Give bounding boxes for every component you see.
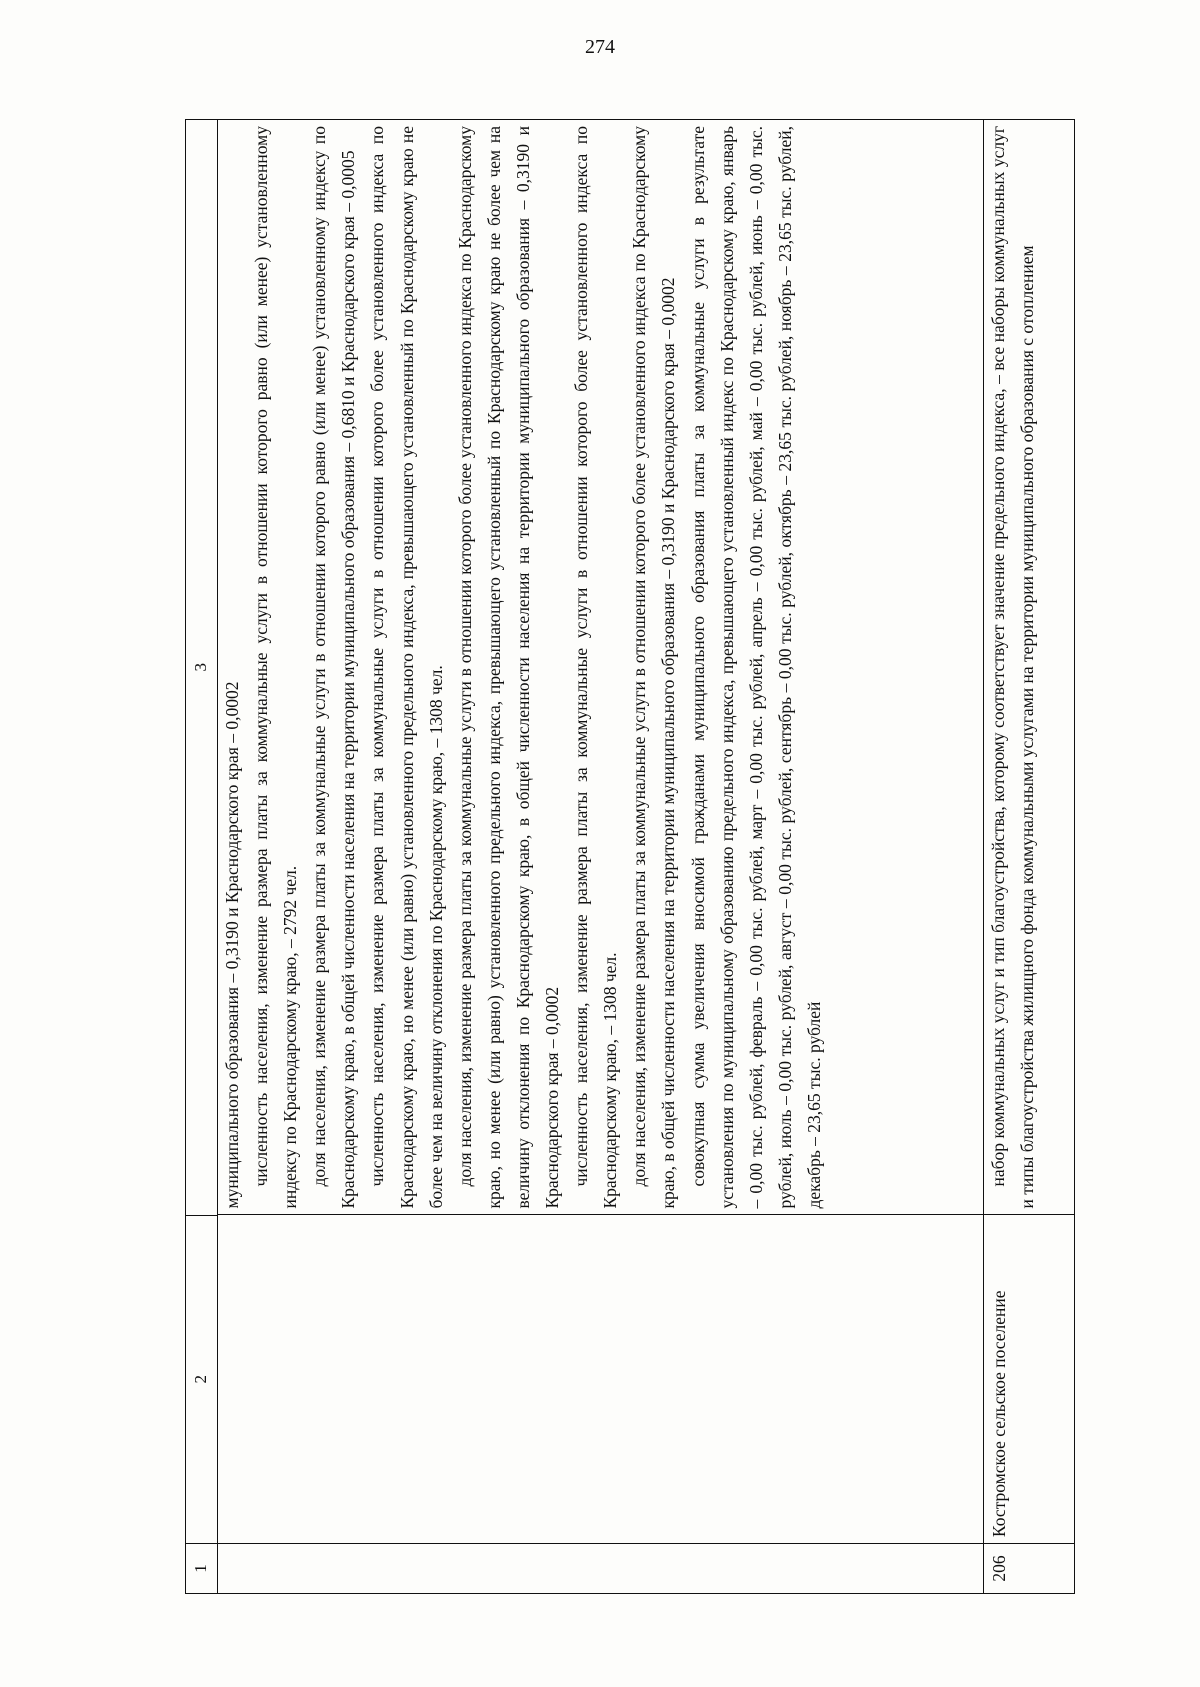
description-paragraph: доля населения, изменение размера платы за коммунальные услуги в отношении которого равно (или менее) установленному индексу по Краснодарскому краю, в общей численности населения на территории муниципального образования – 0,6810 и Краснодарского края – 0,0005 [309, 126, 359, 1209]
column-header-2: 2 [186, 1215, 217, 1544]
data-table [185, 119, 1075, 1594]
description-paragraph: доля населения, изменение размера платы за коммунальные услуги в отношении которого более установленного индекса по Краснодарскому краю, в общей численности населения на территории муниципального образования – 0,3190 и Краснодарского края – 0,0002 [629, 126, 679, 1209]
description-paragraph: доля населения, изменение размера платы за коммунальные услуги в отношении которого более установленного индекса по Краснодарскому краю, но менее (или равно) установленного предельного индекса, превышающего установленный по Краснодарскому краю не более чем на величину отклонения по Краснодарскому краю, в общей численности населения на территории муниципального образования – 0,3190 и Краснодарского края – 0,0002 [454, 126, 563, 1209]
description-cell [218, 120, 983, 1215]
description-paragraph: численность населения, изменение размера платы за коммунальные услуги в отношении которого более установленного индекса по Краснодарскому краю, – 1308 чел. [571, 126, 621, 1209]
table-row-continued [218, 120, 984, 1593]
column-header-3: 3 [191, 663, 210, 672]
description-paragraph: муниципального образования – 0,3190 и Краснодарского края – 0,0002 [222, 681, 242, 1209]
row-number-cell: 206 [984, 1543, 1074, 1593]
table-row-206 [984, 120, 1074, 1593]
description-paragraph: совокупная сумма увеличения вносимой гражданами муниципального образования платы за коммунальные услуги в результате установления по муниципальному образованию предельного индекса, превышающего установленный индекс по Краснодарскому краю, январь – 0,00 тыс. рублей, февраль – 0,00 тыс. рублей, март – 0,00 тыс. рублей, апрель – 0,00 тыс. рублей, май – 0,00 тыс. рублей, июнь – 0,00 тыс. рублей, июль – 0,00 тыс. рублей, август – 0,00 тыс. рублей, сентябрь – 0,00 тыс. рублей, октябрь – 23,65 тыс. рублей, ноябрь – 23,65 тыс. рублей, декабрь – 23,65 тыс. рублей [687, 126, 824, 1209]
table-header-row [186, 120, 218, 1593]
settlement-cell: Костромское сельское поселение [984, 1215, 1074, 1544]
page-number: 274 [585, 36, 615, 58]
settlement-cell [218, 1215, 983, 1544]
row-number-cell [218, 1543, 983, 1593]
description-paragraph: набор коммунальных услуг и тип благоустройства, которому соответствует значение предельного индекса, – все наборы коммунальных услуг и типы благоустройства жилищного фонда коммунальными услугами на территории муниципального образования с отоплением [988, 126, 1038, 1209]
description-paragraph: численность населения, изменение размера платы за коммунальные услуги в отношении которого равно (или менее) установленному индексу по Краснодарскому краю, – 2792 чел. [251, 126, 301, 1209]
column-header-1: 1 [186, 1543, 217, 1593]
description-cell [984, 120, 1074, 1215]
description-paragraph: численность населения, изменение размера платы за коммунальные услуги в отношении которого более установленного индекса по Краснодарскому краю, но менее (или равно) установленного предельного индекса, превышающего установленный по Краснодарскому краю не более чем на величину отклонения по Краснодарскому краю, – 1308 чел. [367, 126, 446, 1209]
